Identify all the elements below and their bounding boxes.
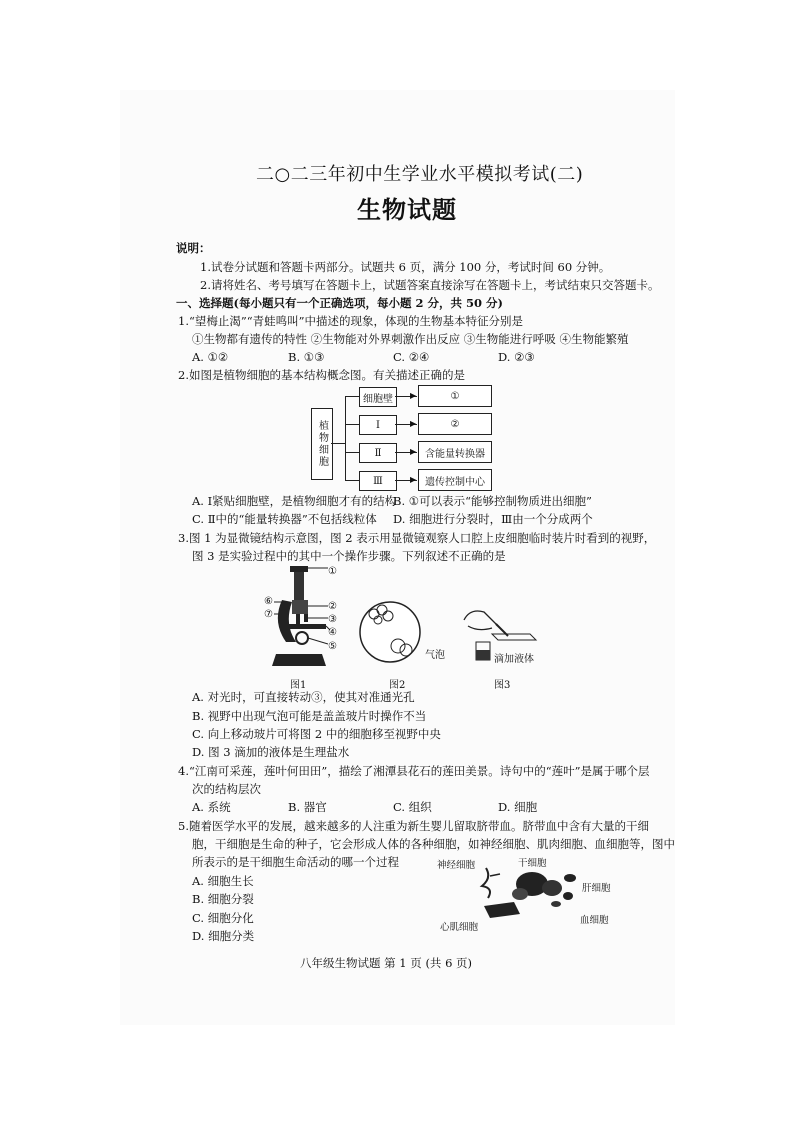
- q3-option-d: D. 图 3 滴加的液体是生理盐水: [192, 745, 350, 759]
- diagram-root-box: 植物细胞: [311, 408, 333, 480]
- subject-title: 生物试题: [357, 195, 457, 224]
- q5-stem-line3: 所表示的是干细胞生命活动的哪一个过程: [192, 855, 399, 869]
- q2-stem: 2.如图是植物细胞的基本结构概念图。有关描述正确的是: [178, 368, 465, 382]
- exam-title: 二○二三年初中生学业水平模拟考试(二): [256, 164, 584, 185]
- diagram-part-3: Ⅲ: [359, 471, 397, 491]
- fig1-label-2: ②: [328, 601, 337, 612]
- instructions-label: 说明：: [176, 241, 211, 255]
- q3-option-b: B. 视野中出现气泡可能是盖盖玻片时操作不当: [192, 709, 427, 723]
- q1-option-b: B. ①③: [288, 350, 325, 364]
- fig1-caption: 图1: [290, 680, 307, 691]
- diagram-blank-1: ①: [418, 385, 492, 407]
- q4-option-d: D. 细胞: [498, 800, 538, 814]
- q4-stem-line1: 4.“江南可采莲，莲叶何田田”，描绘了湘潭县花石的莲田美景。诗句中的“莲叶”是属于哪个层: [178, 764, 650, 778]
- diagram-part-2: Ⅱ: [359, 443, 397, 463]
- q2-option-d: D. 细胞进行分裂时，Ⅲ由一个分成两个: [393, 512, 593, 526]
- q1-statements: ①生物都有遗传的特性 ②生物能对外界刺激作出反应 ③生物能进行呼吸 ④生物能繁殖: [192, 332, 629, 346]
- q4-option-c: C. 组织: [393, 800, 432, 814]
- page-footer: 八年级生物试题 第 1 页 (共 6 页): [300, 956, 473, 970]
- diagram-genetic-center: 遗传控制中心: [418, 469, 492, 491]
- fig1-label-1: ①: [328, 566, 337, 577]
- diagram-energy-converter: 含能量转换器: [418, 441, 492, 463]
- q5-option-a: A. 细胞生长: [192, 874, 254, 888]
- q2-option-b: B. ①可以表示“能够控制物质进出细胞”: [393, 494, 592, 508]
- label-stem-cell: 干细胞: [518, 858, 547, 869]
- label-blood-cell: 血细胞: [580, 915, 609, 926]
- q1-option-c: C. ②④: [393, 350, 430, 364]
- q3-option-c: C. 向上移动玻片可将图 2 中的细胞移至视野中央: [192, 727, 441, 741]
- instruction-2: 2.请将姓名、考号填写在答题卡上，试题答案直接涂写在答题卡上，考试结束只交答题卡。: [200, 278, 660, 292]
- q5-stem-line2: 胞，干细胞是生命的种子，它会形成人体的各种细胞，如神经细胞、肌肉细胞、血细胞等，图中: [192, 837, 675, 851]
- q3-option-a: A. 对光时，可直接转动③，使其对准通光孔: [192, 690, 415, 704]
- q4-option-b: B. 器官: [288, 800, 327, 814]
- bubble-label: 气泡: [425, 650, 445, 661]
- diagram-blank-2: ②: [418, 413, 492, 435]
- diagram-part-1: Ⅰ: [359, 415, 397, 435]
- q5-option-c: C. 细胞分化: [192, 911, 254, 925]
- fig2-caption: 图2: [389, 680, 406, 691]
- instruction-1: 1.试卷分试题和答题卡两部分。试题共 6 页，满分 100 分，考试时间 60 分钟。: [200, 260, 611, 274]
- microscope-view-figure: [358, 600, 422, 664]
- section-heading: 一、选择题(每小题只有一个正确选项，每小题 2 分，共 50 分): [176, 296, 503, 310]
- q5-option-b: B. 细胞分裂: [192, 892, 254, 906]
- fig1-label-4: ④: [328, 627, 337, 638]
- q5-stem-line1: 5.随着医学水平的发展，越来越多的人注重为新生婴儿留取脐带血。脐带血中含有大量的干细: [178, 819, 649, 833]
- q5-option-d: D. 细胞分类: [192, 929, 255, 943]
- fig1-label-3: ③: [328, 614, 337, 625]
- q2-option-c: C. Ⅱ中的“能量转换器”不包括线粒体: [192, 512, 377, 526]
- drop-liquid-label: 滴加液体: [494, 654, 534, 665]
- microscope-figure: [262, 562, 352, 672]
- label-nerve-cell: 神经细胞: [437, 860, 476, 871]
- diagram-cell-wall: 细胞壁: [359, 387, 397, 407]
- q4-stem-line2: 次的结构层次: [192, 782, 261, 796]
- label-heart-cell: 心肌细胞: [440, 922, 479, 933]
- q2-option-a: A. Ⅰ紧贴细胞壁，是植物细胞才有的结构: [192, 494, 397, 508]
- fig1-label-5: ⑤: [328, 641, 337, 652]
- q3-stem-line2: 图 3 是实验过程中的其中一个操作步骤。下列叙述不正确的是: [192, 549, 506, 563]
- label-liver-cell: 肝细胞: [582, 883, 611, 894]
- q1-option-d: D. ②③: [498, 350, 535, 364]
- fig3-caption: 图3: [494, 680, 511, 691]
- q1-option-a: A. ①②: [192, 350, 229, 364]
- fig1-label-6: ⑥: [264, 596, 273, 607]
- q4-option-a: A. 系统: [192, 800, 231, 814]
- fig1-label-7: ⑦: [264, 609, 273, 620]
- q3-stem-line1: 3.图 1 为显微镜结构示意图，图 2 表示用显微镜观察人口腔上皮细胞临时装片时看到的视野，: [178, 531, 656, 545]
- q1-stem: 1.“望梅止渴”“青蛙鸣叫”中描述的现象，体现的生物基本特征分别是: [178, 314, 523, 328]
